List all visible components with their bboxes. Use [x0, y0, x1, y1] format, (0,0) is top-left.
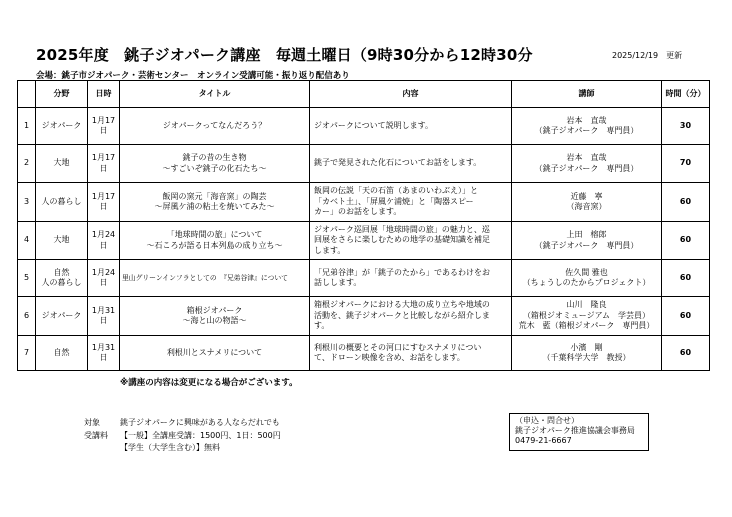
content-line: します。 [314, 245, 346, 255]
row-title [120, 336, 310, 371]
fee-general: 【一般】全講座受講：1500円、1日：500円 [120, 431, 281, 440]
fee-line [84, 430, 281, 441]
updated-date: 2025/12/19 [612, 51, 659, 60]
lecturer-line: 上田 榕郎 [566, 230, 607, 240]
lecturer-line: （箱根ジオミュージアム 学芸員） [522, 310, 651, 320]
row-date: 1月31日 [88, 336, 120, 371]
title-line: 飯岡の窯元「海音窯」の陶芸 [162, 191, 267, 201]
row-content [310, 183, 512, 222]
lecturer-line: （海音窯） [566, 202, 607, 211]
content-line: 銚子で発見された化石についてお話をします。 [314, 158, 482, 168]
title-line: 銚子の昔の生き物 [182, 153, 247, 163]
lecturer-line: 山川 隆良 [566, 300, 607, 310]
lecturer-line: （ちょうしのたからプロジェクト） [522, 278, 651, 287]
row-field: ジオパーク [36, 297, 88, 336]
updated-label: 更新 [666, 51, 683, 60]
contact-box [509, 413, 649, 451]
row-title [120, 260, 310, 297]
lecturer-line: 荒木 藍（箱根ジオパーク 専門員） [518, 321, 655, 331]
row-content [310, 145, 512, 183]
title-line: ～屏風ケ浦の粘土を焼いてみた～ [154, 202, 275, 211]
table-header-row [18, 81, 710, 108]
content-line: ジオパークについて説明します。 [314, 120, 434, 130]
row-lecturer [512, 183, 662, 222]
change-notice: ※講座の内容は変更になる場合がございます。 [120, 378, 298, 388]
row-field: 大地 [36, 222, 88, 260]
contact-org: 銚子ジオパーク推進協議会事務局 [515, 426, 635, 435]
content-line: す。 [314, 321, 330, 331]
title-line: ～すごいぞ銚子の化石たち～ [162, 163, 267, 173]
col-header-minutes: 時間（分） [662, 81, 710, 108]
row-minutes: 70 [662, 145, 710, 183]
content-line: ジオパーク巡回展「地球時間の旅」の魅力と、巡 [314, 224, 490, 234]
row-date: 1月17日 [88, 108, 120, 145]
row-minutes: 60 [662, 222, 710, 260]
table-row [18, 336, 710, 371]
row-lecturer [512, 297, 662, 336]
row-number: 1 [18, 108, 36, 145]
row-field: 自然 [36, 336, 88, 371]
content-line: て、ドローン映像を含め、お話をします。 [314, 353, 465, 362]
table-row [18, 108, 710, 145]
target-line [84, 417, 280, 428]
table-row [18, 145, 710, 183]
lecturer-line: （千葉科学大学 教授） [542, 353, 631, 362]
row-field: 人の暮らし [36, 183, 88, 222]
content-line: 回展をさらに楽しむための地学の基礎知識を補足 [314, 235, 490, 245]
content-line: 飯岡の伝説「天の石笛（あまのいわぶえ）」と [314, 186, 478, 196]
field-line: 人の暮らし [41, 278, 82, 287]
schedule-table [17, 80, 710, 371]
content-line: カー」のお話をします。 [314, 207, 402, 217]
col-header-date: 日時 [88, 81, 120, 108]
row-date: 1月17日 [88, 145, 120, 183]
lecturer-line: （銚子ジオパーク 専門員） [534, 126, 639, 135]
row-number: 2 [18, 145, 36, 183]
content-line: 「兄弟谷津」が「銚子のたから」であるわけをお [314, 267, 490, 277]
lecturer-line: （銚子ジオパーク 専門員） [534, 240, 639, 250]
content-line: 活動を、銚子ジオパークと比較しながら紹介しま [314, 310, 490, 320]
title-line: 箱根ジオパーク [186, 305, 243, 315]
row-field: ジオパーク [36, 108, 88, 145]
lecturer-line: 近藤 寧 [570, 191, 603, 201]
row-minutes: 60 [662, 260, 710, 297]
col-header-content: 内容 [310, 81, 512, 108]
row-field [36, 260, 88, 297]
table-row [18, 297, 710, 336]
row-content [310, 260, 512, 297]
content-line: 箱根ジオパークにおける大地の成り立ちや地域の [314, 300, 490, 310]
row-content [310, 297, 512, 336]
row-lecturer [512, 108, 662, 145]
table-row [18, 222, 710, 260]
row-date: 1月24日 [88, 260, 120, 297]
row-number: 4 [18, 222, 36, 260]
row-title [120, 222, 310, 260]
col-header-number [18, 81, 36, 108]
title-line: ～海と山の物語～ [182, 316, 247, 325]
row-title [120, 183, 310, 222]
page-title: 2025年度 銚子ジオパーク講座 毎週土曜日（9時30分から12時30分 [36, 46, 533, 64]
row-number: 5 [18, 260, 36, 297]
lecturer-line: 岩本 直哉 [566, 153, 607, 163]
row-title [120, 145, 310, 183]
row-lecturer [512, 145, 662, 183]
table-row [18, 183, 710, 222]
fee-student: 【学生（大学生含む）】無料 [120, 443, 220, 452]
table-row [18, 260, 710, 297]
row-field: 大地 [36, 145, 88, 183]
title-line: 里山グリーンインフラとしての 『兄弟谷津』について [122, 273, 288, 282]
lecturer-line: 岩本 直哉 [566, 115, 607, 125]
target-label: 対象 [84, 418, 100, 427]
row-number: 7 [18, 336, 36, 371]
row-date: 1月17日 [88, 183, 120, 222]
lecturer-line: （銚子ジオパーク 専門員） [534, 163, 639, 173]
row-content [310, 222, 512, 260]
row-content [310, 108, 512, 145]
row-title [120, 297, 310, 336]
updated-stamp [612, 50, 682, 61]
col-header-field: 分野 [36, 81, 88, 108]
target-text: 銚子ジオパークに興味がある人ならだれでも [120, 418, 280, 427]
lecturer-line: 佐久間 雅也 [565, 267, 608, 277]
row-number: 6 [18, 297, 36, 336]
row-lecturer [512, 222, 662, 260]
contact-heading: （申込・問合せ） [515, 416, 579, 425]
row-date: 1月31日 [88, 297, 120, 336]
title-line: ～石ころが語る日本列島の成り立ち～ [146, 240, 283, 250]
row-minutes: 60 [662, 297, 710, 336]
row-lecturer [512, 336, 662, 371]
row-date: 1月24日 [88, 222, 120, 260]
venue-line: 会場：銚子市ジオパーク・芸術センター オンライン受講可能・振り返り配信あり [36, 71, 350, 81]
row-minutes: 60 [662, 183, 710, 222]
row-content [310, 336, 512, 371]
contact-phone: 0479-21-6667 [515, 436, 572, 445]
row-minutes: 30 [662, 108, 710, 145]
fee-label: 受講料 [84, 431, 108, 440]
content-line: 話しします。 [314, 278, 362, 287]
title-line: 利根川とスナメリについて [166, 347, 263, 357]
row-number: 3 [18, 183, 36, 222]
col-header-lecturer: 講師 [512, 81, 662, 108]
content-line: 「カベト土」、「屏風ケ浦焼」と「陶器スピー [314, 196, 474, 206]
lecturer-line: 小濱 剛 [570, 342, 603, 352]
row-lecturer [512, 260, 662, 297]
content-line: 利根川の概要とその河口にすむスナメリについ [314, 342, 482, 352]
title-line: ジオパークってなんだろう？ [162, 120, 267, 130]
row-minutes: 60 [662, 336, 710, 371]
title-line: 「地球時間の旅」について [166, 230, 263, 240]
field-line: 自然 [53, 267, 70, 277]
row-title [120, 108, 310, 145]
col-header-title: タイトル [120, 81, 310, 108]
